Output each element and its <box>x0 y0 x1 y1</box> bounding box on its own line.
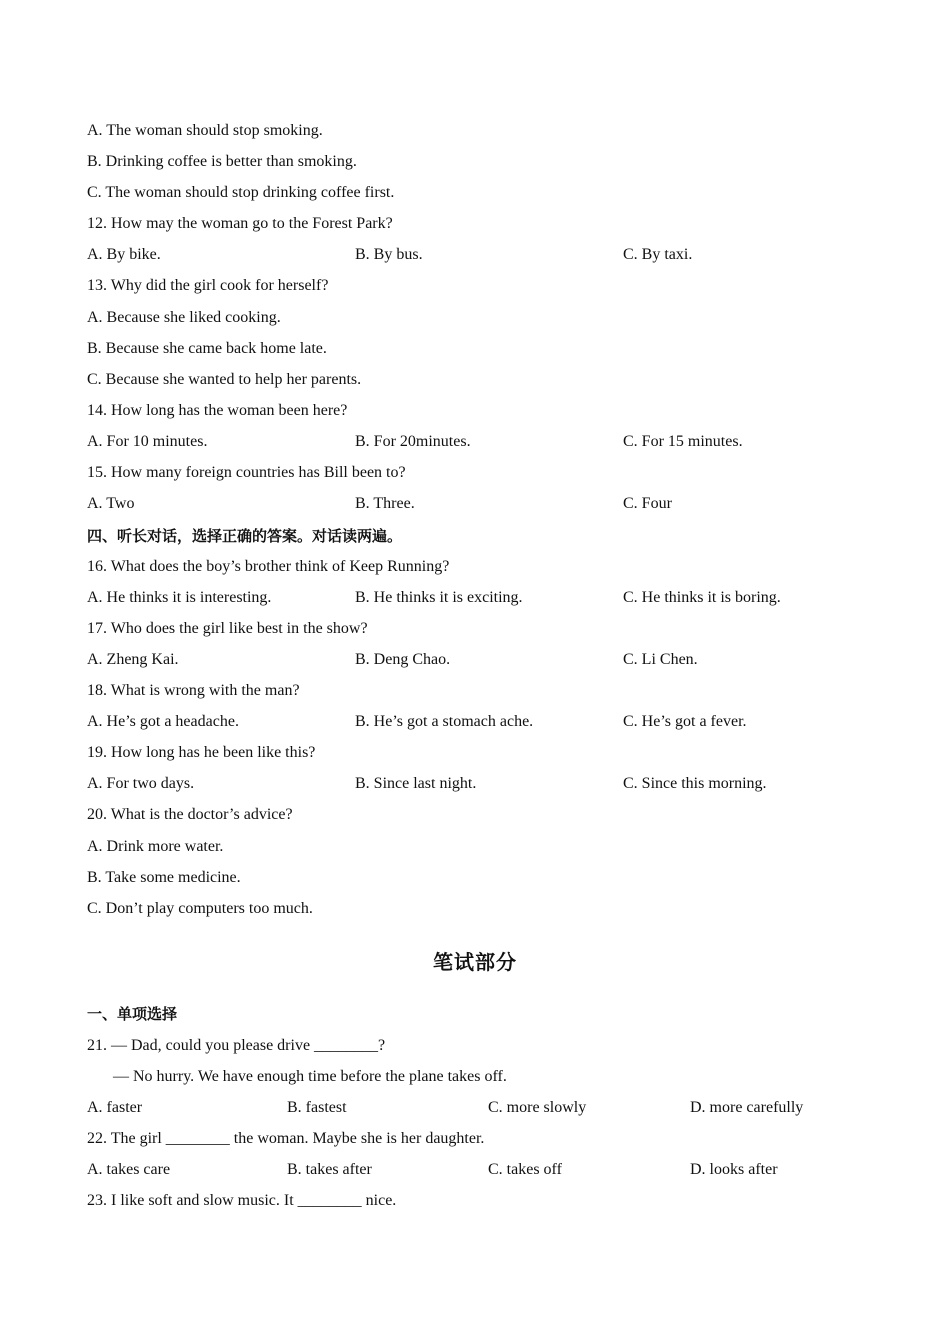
q18-options <box>0 712 950 732</box>
q14-question: 14. How long has the woman been here? <box>87 402 348 419</box>
q20-option-a: A. Drink more water. <box>87 838 224 855</box>
q21-option-b: B. fastest <box>287 1099 347 1116</box>
q12-option-a: A. By bike. <box>87 246 161 263</box>
written-section1-heading: 一、单项选择 <box>87 1005 178 1023</box>
q21-option-c: C. more slowly <box>488 1099 587 1116</box>
q17-option-b: B. Deng Chao. <box>355 651 451 668</box>
q15-options <box>0 494 950 514</box>
q21-options <box>0 1098 950 1118</box>
q19-question: 19. How long has he been like this? <box>87 744 316 761</box>
q22-option-d: D. looks after <box>690 1161 778 1178</box>
q12-question: 12. How may the woman go to the Forest Park? <box>87 215 393 232</box>
q13-question: 13. Why did the girl cook for herself? <box>87 277 329 294</box>
q18-option-a: A. He’s got a headache. <box>87 713 239 730</box>
q22-question: 22. The girl ________ the woman. Maybe she is her daughter. <box>87 1130 485 1147</box>
q16-option-a: A. He thinks it is interesting. <box>87 589 272 606</box>
q20-question: 20. What is the doctor’s advice? <box>87 806 293 823</box>
q19-option-c: C. Since this morning. <box>623 775 767 792</box>
q13-option-b: B. Because she came back home late. <box>87 340 327 357</box>
q18-option-c: C. He’s got a fever. <box>623 713 747 730</box>
q19-options <box>0 774 950 794</box>
q17-question: 17. Who does the girl like best in the show? <box>87 620 368 637</box>
q19-option-b: B. Since last night. <box>355 775 477 792</box>
q12-options <box>0 245 950 265</box>
q18-question: 18. What is wrong with the man? <box>87 682 300 699</box>
q16-option-c: C. He thinks it is boring. <box>623 589 781 606</box>
q11-option-b: B. Drinking coffee is better than smoking. <box>87 153 357 170</box>
q12-option-b: B. By bus. <box>355 246 423 263</box>
q16-question: 16. What does the boy’s brother think of Keep Running? <box>87 558 450 575</box>
q14-option-c: C. For 15 minutes. <box>623 433 743 450</box>
q16-options <box>0 588 950 608</box>
q14-option-a: A. For 10 minutes. <box>87 433 208 450</box>
q17-option-c: C. Li Chen. <box>623 651 698 668</box>
q13-option-a: A. Because she liked cooking. <box>87 309 281 326</box>
listening-section4-heading: 四、听长对话，选择正确的答案。对话读两遍。 <box>87 527 403 545</box>
q22-options <box>0 1160 950 1180</box>
q16-option-b: B. He thinks it is exciting. <box>355 589 523 606</box>
written-part-title: 笔试部分 <box>433 950 517 974</box>
q22-option-c: C. takes off <box>488 1161 562 1178</box>
q18-option-b: B. He’s got a stomach ache. <box>355 713 534 730</box>
q21-option-d: D. more carefully <box>690 1099 804 1116</box>
q21-reply: — No hurry. We have enough time before the plane takes off. <box>113 1068 507 1085</box>
q17-option-a: A. Zheng Kai. <box>87 651 179 668</box>
q15-option-b: B. Three. <box>355 495 415 512</box>
q15-option-a: A. Two <box>87 495 135 512</box>
q15-question: 15. How many foreign countries has Bill been to? <box>87 464 406 481</box>
q19-option-a: A. For two days. <box>87 775 195 792</box>
q17-options <box>0 650 950 670</box>
q21-option-a: A. faster <box>87 1099 143 1116</box>
q21-question: 21. — Dad, could you please drive ________? <box>87 1037 386 1054</box>
q20-option-c: C. Don’t play computers too much. <box>87 900 313 917</box>
q14-option-b: B. For 20minutes. <box>355 433 471 450</box>
q22-option-a: A. takes care <box>87 1161 171 1178</box>
q23-question: 23. I like soft and slow music. It ________ nice. <box>87 1192 397 1209</box>
q12-option-c: C. By taxi. <box>623 246 693 263</box>
q11-option-c: C. The woman should stop drinking coffee first. <box>87 184 395 201</box>
q20-option-b: B. Take some medicine. <box>87 869 241 886</box>
q11-option-a: A. The woman should stop smoking. <box>87 122 323 139</box>
q14-options <box>0 432 950 452</box>
q13-option-c: C. Because she wanted to help her parents. <box>87 371 362 388</box>
q22-option-b: B. takes after <box>287 1161 372 1178</box>
q15-option-c: C. Four <box>623 495 672 512</box>
